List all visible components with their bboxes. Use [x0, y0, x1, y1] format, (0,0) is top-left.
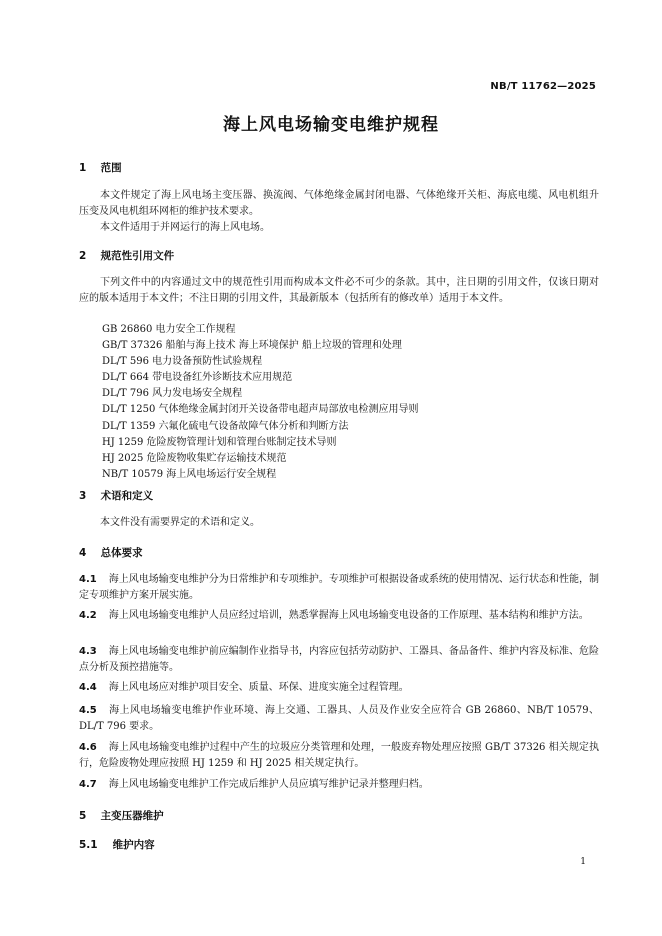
section-2-intro: [79, 275, 599, 307]
clause-text: 海上风电场输变电维护前应编制作业指导书，内容应包括劳动防护、工器具、备品备件、维护内容及标准、危险点分析及预控措施等。: [79, 646, 599, 673]
reference-item: GB 26860 电力安全工作规程: [102, 324, 236, 335]
subsection-5-1-heading: [79, 837, 155, 852]
section-number: 1: [79, 162, 87, 174]
paragraph: 本文件规定了海上风电场主变压器、换流阀、气体绝缘金属封闭电器、气体绝缘开关柜、海底电缆、风电机组升压变及风电机组环网柜的维护技术要求。: [79, 190, 599, 217]
clause-4-2: [79, 608, 599, 624]
reference-item: DL/T 1359 六氟化硫电气设备故障气体分析和判断方法: [102, 420, 349, 432]
section-number: 3: [79, 490, 87, 502]
reference-list: [102, 322, 419, 483]
reference-item: DL/T 664 带电设备红外诊断技术应用规范: [102, 372, 293, 384]
reference-item: HJ 2025 危险废物收集贮存运输技术规范: [102, 452, 287, 464]
reference-item: HJ 1259 危险废物管理计划和管理台账制定技术导则: [102, 436, 337, 448]
clause-4-3: [79, 644, 599, 676]
reference-item: DL/T 796 风力发电场安全规程: [102, 388, 243, 400]
clause-4-6: [79, 740, 599, 772]
section-number: 5: [79, 810, 87, 822]
section-title: 范围: [100, 162, 122, 174]
section-3-body: [79, 515, 599, 531]
clause-4-4: [79, 680, 599, 696]
clause-4-1: [79, 572, 599, 604]
section-title: 术语和定义: [100, 490, 154, 502]
reference-item: DL/T 1250 气体绝缘金属封闭开关设备带电超声局部放电检测应用导则: [102, 404, 419, 416]
reference-item: NB/T 10579 海上风电场运行安全规程: [102, 468, 277, 480]
section-5-heading: [79, 808, 164, 823]
clause-text: 海上风电场输变电维护分为日常维护和专项维护。专项维护可根据设备或系统的使用情况、运行状态和性能，制定专项维护方案开展实施。: [79, 574, 599, 601]
clause-4-5: [79, 703, 599, 735]
section-1-body: [79, 188, 599, 236]
section-title: 总体要求: [100, 547, 143, 559]
section-number: 5.1: [79, 839, 98, 851]
clause-text: 海上风电场应对维护项目安全、质量、环保、进度实施全过程管理。: [108, 682, 409, 693]
paragraph: 下列文件中的内容通过文中的规范性引用而构成本文件必不可少的条款。其中，注日期的引用文件，仅该日期对应的版本适用于本文件；不注日期的引用文件，其最新版本（包括所有的修改单）适用于本文件。: [79, 277, 599, 304]
section-title: 维护内容: [112, 839, 155, 851]
section-2-heading: [79, 248, 174, 263]
section-title: 规范性引用文件: [100, 250, 175, 262]
clause-4-7: [79, 777, 599, 793]
section-number: 2: [79, 250, 87, 262]
section-4-heading: [79, 545, 143, 560]
section-1-heading: [79, 160, 122, 175]
clause-number: 4.4: [79, 682, 97, 693]
clause-number: 4.7: [79, 779, 97, 790]
clause-text: 海上风电场输变电维护人员应经过培训，熟悉掌握海上风电场输变电设备的工作原理、基本结构和维护方法。: [108, 610, 589, 621]
paragraph: 本文件没有需要界定的术语和定义。: [100, 517, 260, 528]
section-number: 4: [79, 547, 87, 559]
clause-text: 海上风电场输变电维护作业环境、海上交通、工器具、人员及作业安全应符合 GB 26860、NB/T 10579、DL/T 796 要求。: [79, 705, 599, 732]
section-title: 主变压器维护: [100, 810, 164, 822]
clause-number: 4.6: [79, 742, 97, 753]
standard-code: NB/T 11762—2025: [490, 81, 596, 92]
document-title: 海上风电场输变电维护规程: [223, 115, 439, 135]
clause-number: 4.5: [79, 705, 97, 716]
page-number: 1: [580, 857, 586, 867]
clause-number: 4.3: [79, 646, 97, 657]
section-3-heading: [79, 488, 153, 503]
reference-item: GB/T 37326 船舶与海上技术 海上环境保护 船上垃圾的管理和处理: [102, 340, 402, 352]
clause-number: 4.1: [79, 574, 97, 585]
paragraph: 本文件适用于并网运行的海上风电场。: [100, 222, 270, 233]
clause-text: 海上风电场输变电维护过程中产生的垃圾应分类管理和处理，一般废弃物处理应按照 GB/T 37326 相关规定执行，危险废物处理应按照 HJ 1259 和 HJ 2025 相关规定执行。: [79, 742, 599, 769]
clause-number: 4.2: [79, 610, 97, 621]
clause-text: 海上风电场输变电维护工作完成后维护人员应填写维护记录并整理归档。: [108, 779, 429, 790]
reference-item: DL/T 596 电力设备预防性试验规程: [102, 356, 263, 368]
